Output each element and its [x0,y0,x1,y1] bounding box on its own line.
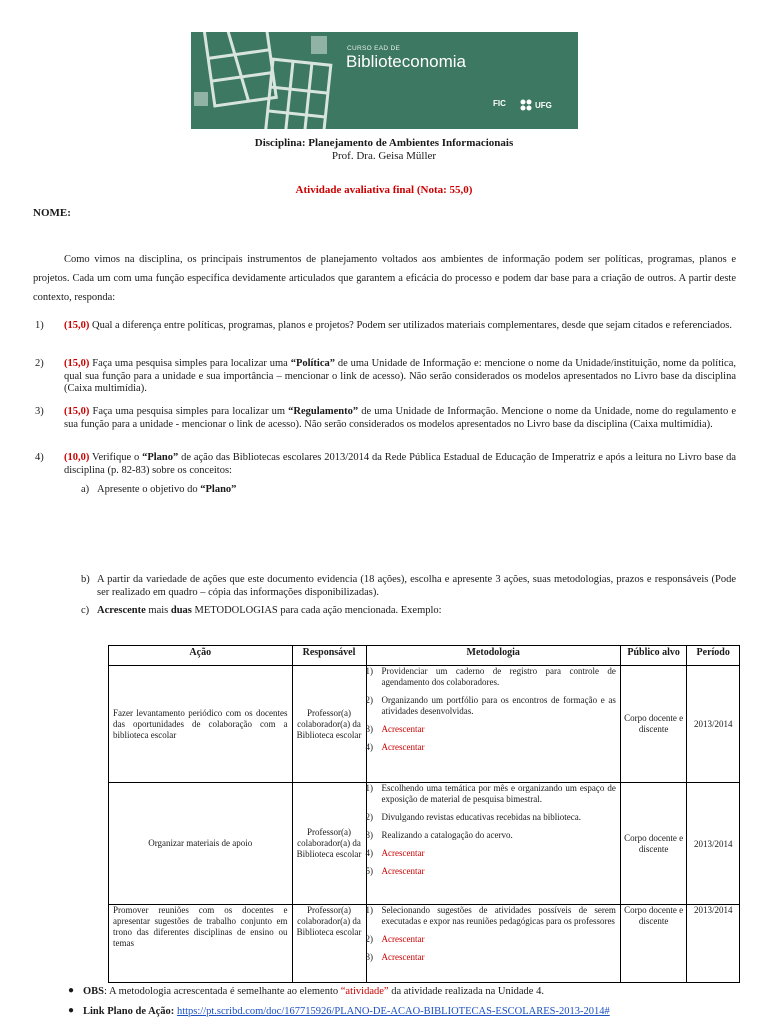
method-item [367,812,620,823]
question-number: 3) [35,406,44,417]
question-number: 4) [35,452,44,463]
cell-responsavel: Professor(a) colaborador(a) da Biblioteca escolar [292,666,366,783]
obs-text: : A metodologia acrescentada é semelhante ao elemento [104,986,341,997]
question-1 [35,316,736,335]
method-item [367,866,620,877]
course-banner [191,32,578,129]
fic-logo: FIC [493,99,506,108]
sub-item-letter: c) [81,605,90,616]
activity-title: Atividade avaliativa final (Nota: 55,0) [295,184,473,196]
method-item [367,742,620,753]
method-item [367,695,620,717]
method-item [367,724,620,735]
cell-periodo: 2013/2014 [687,783,740,905]
question-2 [35,358,736,396]
sub-item-keyword: Acrescente [97,605,146,616]
name-label: NOME: [33,207,71,219]
cell-responsavel: Professor(a) colaborador(a) da Biblioteca escolar [292,783,366,905]
method-item [367,830,620,841]
method-number: 1) [365,783,374,793]
table-row [109,783,740,905]
question-text-cont: de ação das Bibliotecas escolares 2013/2014 da Rede Pública Estadual de Educação de Imperatriz e após a leitura no Livro base da disciplina (p. 82-83) sobre os conceitos: [64,452,736,476]
cell-acao: Promover reuniões com os docentes e apresentar sugestões de trabalho conjunto em trono das diferentes disciplinas de ensino ou temas [109,905,293,983]
method-item [367,934,620,945]
question-3 [35,406,736,431]
question-points: (15,0) [64,358,90,369]
obs-label: OBS [83,986,105,997]
question-text: Faça uma pesquisa simples para localizar um [89,406,289,417]
question-4 [35,452,736,477]
obs-note [68,985,544,997]
cell-publico: Corpo docente e discente [620,783,687,905]
sub-item-letter: a) [81,484,90,495]
ufg-logo-icon [519,98,533,112]
method-item [367,666,620,688]
cell-acao: Organizar materiais de apoio [109,783,293,905]
method-item [367,952,620,963]
table-row [109,905,740,983]
question-keyword: “Regulamento” [288,406,359,417]
sub-item-c [81,605,736,618]
question-text: Qual a diferença entre políticas, programas, planos e projetos? Podem ser utilizados materiais complementares, desde que sejam citados e referenciados. [89,320,732,331]
sub-item-text: mais [145,605,171,616]
cell-periodo: 2013/2014 [687,666,740,783]
method-placeholder: Acrescentar [381,952,425,962]
table-row [109,666,740,783]
question-text-cont: de uma Unidade de Informação. Mencione o nome da Unidade, nome do regulamento e sua função para a unidade - mencionar o link de acesso). Não serão considerados os modelos apresentados no Livro base da disciplina (Caixa multimídia). [64,406,736,430]
method-text: Selecionando sugestões de atividades possíveis de serem executadas e expor nas reuniões pedagógicas para os professores [381,905,616,926]
table-header-row [109,646,740,666]
method-text: Divulgando revistas educativas recebidas na biblioteca. [381,812,581,822]
question-points: (15,0) [64,406,90,417]
method-number: 4) [365,742,374,752]
method-number: 2) [365,934,374,944]
method-number: 4) [365,848,374,858]
discipline-title: Disciplina: Planejamento de Ambientes Informacionais [254,137,514,149]
question-keyword: “Plano” [142,452,179,463]
intro-paragraph: Como vimos na disciplina, os principais instrumentos de planejamento voltados aos ambientes de informação podem ser políticas, programas, planos e projetos. Cada um com uma função específica devidamente articulados que garantem a eficácia do processo e podem dar base para a criação de outros. A partir deste contexto, responda: [33,254,736,303]
question-keyword: “Política” [290,358,336,369]
cell-metodologia [366,666,620,783]
method-number: 2) [365,695,374,705]
header-metodologia: Metodologia [366,646,620,666]
banner-subtitle: CURSO EAD DE [347,45,401,52]
bullet-icon: ● [68,985,75,996]
method-number: 1) [365,666,374,676]
sub-item-text-cont: METODOLOGIAS para cada ação mencionada. Exemplo: [191,605,442,616]
sub-item-text: A partir da variedade de ações que este documento evidencia (18 ações), escolha e apresente 3 ações, suas metodologias, prazos e responsáveis (Pode ser realizado em quadro – cópia das informações disponibilizadas). [97,574,736,598]
method-text: Organizando um portfólio para os encontros de formação e as atividades desenvolvidas. [381,695,616,716]
method-number: 1) [365,905,374,915]
method-placeholder: Acrescentar [381,742,425,752]
action-plan-table [108,645,740,983]
sub-item-letter: b) [81,574,90,585]
method-number: 3) [365,952,374,962]
question-points: (15,0) [64,320,90,331]
question-text-cont: de uma Unidade de Informação e: mencione o nome da Unidade/instituição, nome da política, qual sua função para a unidade e sua importância – mencionar o link de acesso). Não serão considerados os modelos apresentados no Livro base da disciplina (Caixa multimídia). [64,358,736,394]
cell-responsavel: Professor(a) colaborador(a) da Biblioteca escolar [292,905,366,983]
obs-text-cont: da atividade realizada na Unidade 4. [388,986,544,997]
method-placeholder: Acrescentar [381,848,425,858]
cell-publico: Corpo docente e discente [620,905,687,983]
question-points: (10,0) [64,452,90,463]
method-placeholder: Acrescentar [381,934,425,944]
banner-title: Biblioteconomia [346,52,467,71]
method-text: Realizando a catalogação do acervo. [381,830,513,840]
header-publico: Público alvo [620,646,687,666]
question-number: 2) [35,358,44,369]
obs-highlight: “atividade” [340,986,389,997]
method-number: 3) [365,724,374,734]
method-number: 3) [365,830,374,840]
method-number: 2) [365,812,374,822]
header-acao: Ação [109,646,293,666]
method-item [367,783,620,805]
header-periodo: Período [687,646,740,666]
cell-metodologia [366,905,620,983]
cell-acao: Fazer levantamento periódico com os docentes das oportunidades de colaboração com a biblioteca escolar [109,666,293,783]
sub-item-text: Apresente o objetivo do [97,484,201,495]
sub-item-a [81,484,736,497]
cell-periodo: 2013/2014 [687,905,740,983]
header-responsavel: Responsável [292,646,366,666]
sub-item-keyword: “Plano” [200,484,237,495]
method-text: Providenciar um caderno de registro para controle de agendamento dos colaboradores. [381,666,616,687]
method-placeholder: Acrescentar [381,866,425,876]
link-label: Link Plano de Ação: [83,1006,175,1017]
question-number: 1) [35,320,44,331]
bullet-icon: ● [68,1005,75,1016]
plan-link-note [68,1005,610,1017]
question-text: Faça uma pesquisa simples para localizar uma [89,358,291,369]
method-item [367,905,620,927]
method-number: 5) [365,866,374,876]
professor-name: Prof. Dra. Geisa Müller [331,150,437,162]
plan-link[interactable]: https://pt.scribd.com/doc/167715926/PLANO-DE-ACAO-BIBLIOTECAS-ESCOLARES-2013-2014# [176,1006,610,1017]
cell-publico: Corpo docente e discente [620,666,687,783]
sub-item-b [81,574,736,599]
banner-window-graphic [191,32,341,129]
ufg-logo: UFG [535,101,552,110]
cell-metodologia [366,783,620,905]
method-item [367,848,620,859]
method-text: Escolhendo uma temática por mês e organizando um espaço de exposição de material de pesquisa bimestral. [381,783,616,804]
sub-item-keyword-2: duas [170,605,192,616]
question-text: Verifique o [89,452,143,463]
method-placeholder: Acrescentar [381,724,425,734]
